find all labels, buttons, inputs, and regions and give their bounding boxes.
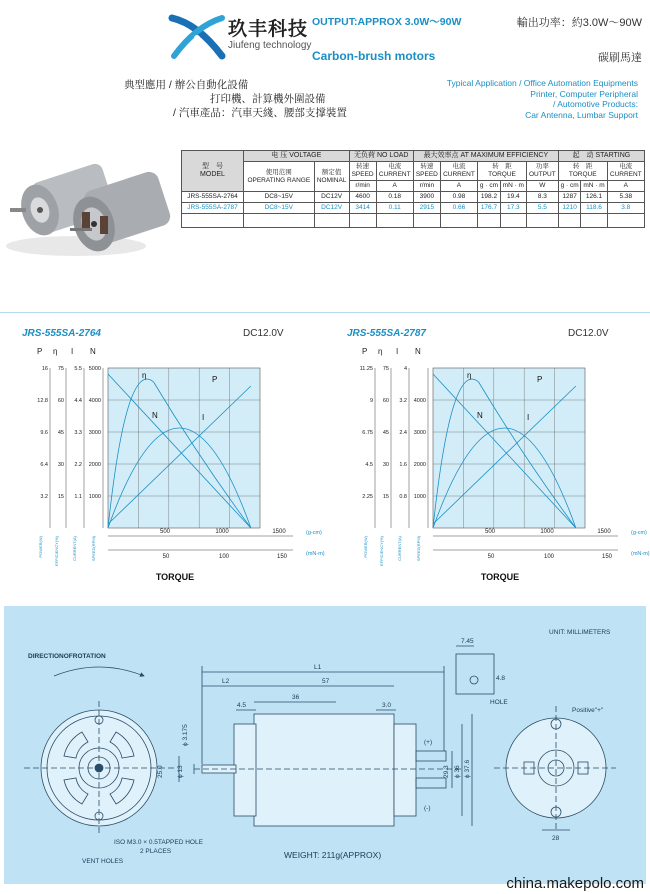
current-cn: 电流 [388, 163, 402, 170]
axis-head: N [415, 347, 421, 356]
axis-tick-label: 15 [57, 494, 64, 500]
plot-area [433, 368, 585, 528]
dim-29-3: 29.3 [443, 765, 450, 778]
axis-tick-label: 4 [403, 366, 407, 372]
current-en: CURRENT [609, 171, 642, 178]
axis-tick-label: 2000 [88, 462, 101, 468]
table-cell: 1287 [558, 192, 581, 203]
axis-tick-label: 1000 [88, 494, 101, 500]
dim-4-8: 4.8 [496, 675, 506, 682]
x-unit-mnm: (mN-m) [631, 551, 650, 557]
rotation-label: DIRECTIONOFROTATION [28, 653, 106, 660]
table-cell: 19.4 [500, 192, 526, 203]
output-en: OUTPUT [528, 171, 556, 178]
dim-4-5: 4.5 [237, 702, 247, 709]
axis-tick-label: 9.6 [40, 430, 48, 436]
axis-tick-label: 5000 [88, 366, 101, 372]
motor-photo [6, 150, 174, 265]
table-cell: 4600 [349, 192, 376, 203]
axis-title: CURRENT(A) [397, 536, 402, 561]
x-tick-gcm: 500 [159, 529, 171, 535]
table-row [182, 192, 645, 203]
axis-tick-label: 3000 [88, 430, 101, 436]
chart-model-title: JRS-555SA-2787 [347, 328, 426, 339]
unit-label: UNIT: MILLIMETERS [549, 629, 611, 636]
axis-tick-label: 30 [57, 462, 64, 468]
application-en-line: / Automotive Products: [552, 99, 638, 109]
x-unit-gcm: (g-cm) [631, 530, 647, 536]
dim-36: 36 [292, 694, 300, 701]
speed-cn: 转速 [420, 163, 434, 170]
x-axis-title: TORQUE [480, 572, 520, 582]
unit-mnm: mN · m [500, 181, 526, 192]
x-tick-mnm: 100 [218, 554, 230, 560]
axis-tick-label: 0.8 [399, 494, 407, 500]
dim-l2: L2 [222, 678, 230, 685]
op-range-en: OPERATING RANGE [247, 176, 311, 184]
axis-tick-label: 16 [41, 366, 48, 372]
axis-tick-label: 1.6 [399, 462, 407, 468]
iso-hole-label: ISO M3.0 × 0.5TAPPED HOLE [114, 839, 203, 846]
axis-head: N [90, 347, 96, 356]
axis-tick-label: 12.8 [37, 398, 48, 404]
table-cell: 118.6 [581, 203, 607, 214]
table-cell: DC12V [314, 192, 349, 203]
x-tick-mnm: 100 [543, 554, 555, 560]
dim-7-45: 7.45 [461, 638, 474, 645]
x-unit-mnm: (mN-m) [306, 551, 325, 557]
axis-tick-label: 45 [382, 430, 389, 436]
axis-tick-label: 75 [382, 366, 389, 372]
dim-37-6: ϕ 37.6 [464, 759, 471, 778]
table-cell: 1210 [558, 203, 581, 214]
x-tick-gcm: 500 [484, 529, 496, 535]
table-cell: 0.11 [376, 203, 413, 214]
x-tick-gcm: 1000 [215, 529, 229, 535]
axis-title: POWER(W) [38, 536, 43, 558]
unit-rmin: r/min [349, 181, 376, 192]
dim-28: 28 [552, 835, 560, 842]
table-cell: 0.66 [440, 203, 477, 214]
speed-en: SPEED [415, 171, 438, 178]
application-cn-line: 典型應用 / 辦公自動化設備 [124, 79, 249, 91]
table-cell: DC12V [314, 203, 349, 214]
axis-tick-label: 1000 [413, 494, 426, 500]
dim-25: 25.0 [157, 765, 164, 778]
plot-area [108, 368, 260, 528]
chart-voltage: DC12.0V [243, 328, 284, 339]
curve-label: N [152, 411, 158, 420]
model-head-cn: 型 号 [202, 163, 223, 170]
axis-head: P [362, 347, 368, 356]
x-tick-mnm: 150 [601, 554, 613, 560]
current-en: CURRENT [378, 171, 411, 178]
unit-a: A [440, 181, 477, 192]
torque-cn: 转 距 [492, 163, 512, 170]
axis-tick-label: 4000 [88, 398, 101, 404]
axis-tick-label: 15 [382, 494, 389, 500]
table-cell: 0.18 [376, 192, 413, 203]
axis-tick-label: 1.1 [74, 494, 82, 500]
dimension-drawing [4, 606, 646, 884]
axis-title: EFFICIENCY(%) [54, 536, 59, 566]
table-cell: 2915 [413, 203, 440, 214]
model-head-en: MODEL [200, 171, 225, 178]
noload-head: 无负荷 NO LOAD [349, 151, 413, 162]
table-cell: 176.7 [478, 203, 501, 214]
table-cell: 3414 [349, 203, 376, 214]
unit-gcm: g · cm [478, 181, 501, 192]
table-cell: 3.8 [607, 203, 644, 214]
x-tick-gcm: 1000 [540, 529, 554, 535]
axis-tick-label: 45 [57, 430, 64, 436]
axis-tick-label: 2.4 [399, 430, 407, 436]
dim-3-0: 3.0 [382, 702, 392, 709]
dim-3-175: ϕ 3.175 [182, 724, 189, 746]
axis-tick-label: 4.5 [365, 462, 373, 468]
torque-en: TORQUE [488, 171, 516, 178]
table-row-empty [182, 214, 645, 228]
axis-title: EFFICIENCY(%) [379, 536, 384, 566]
motor-type-cn: 碳刷馬達 [598, 52, 642, 64]
axis-head: I [71, 347, 74, 356]
axis-tick-label: 11.25 [359, 366, 373, 372]
nominal-cn: 额定值 [321, 168, 342, 176]
x-unit-gcm: (g-cm) [306, 530, 322, 536]
table-cell: 126.1 [581, 192, 607, 203]
positive-label: Positive"+" [572, 707, 604, 714]
curve-label: N [477, 411, 483, 420]
axis-tick-label: 3.3 [74, 430, 82, 436]
speed-en: SPEED [351, 171, 374, 178]
chart-voltage: DC12.0V [568, 328, 609, 339]
table-row [182, 203, 645, 214]
minus-terminal: (-) [424, 805, 431, 812]
application-en-line: Car Antenna, Lumbar Support [525, 109, 638, 120]
current-cn: 电流 [619, 163, 633, 170]
application-en [447, 78, 638, 120]
output-range-cn: 輸出功率：約3.0W～90W [516, 17, 642, 29]
motor-type-en: Carbon-brush motors [312, 49, 436, 63]
axis-title: POWER(W) [363, 536, 368, 558]
maxeff-head: 最大效率点 AT MAXIMUM EFFICIENCY [413, 151, 558, 162]
curve-label: η [467, 371, 472, 380]
application-en-line: Printer, Computer Peripheral [530, 88, 638, 99]
table-cell: 3900 [413, 192, 440, 203]
table-cell: DC8~15V [244, 203, 315, 214]
torque-cn: 转 距 [572, 163, 593, 170]
table-cell: 17.3 [500, 203, 526, 214]
axis-tick-label: 3000 [413, 430, 426, 436]
table-cell: 5.5 [526, 203, 558, 214]
brand-name-cn: 玖丰科技 [228, 19, 309, 40]
unit-w: W [526, 181, 558, 192]
axis-tick-label: 30 [382, 462, 389, 468]
table-cell: 0.98 [440, 192, 477, 203]
axis-tick-label: 3.2 [399, 398, 407, 404]
unit-rmin: r/min [413, 181, 440, 192]
application-cn-line: 打印機、計算機外圍設備 [210, 93, 326, 105]
curve-label: η [142, 371, 147, 380]
nominal-en: NOMINAL [316, 176, 347, 184]
performance-chart-2787 [325, 318, 650, 588]
table-cell: 198.2 [478, 192, 501, 203]
application-cn-line: / 汽車產品：汽車天綫、腰部支撑裝置 [173, 107, 347, 119]
axis-head: I [396, 347, 399, 356]
drawing-svg [4, 606, 646, 884]
spec-table [181, 150, 645, 228]
chart-model-title: JRS-555SA-2764 [22, 328, 101, 339]
axis-tick-label: 6.4 [40, 462, 48, 468]
table-cell: 5.38 [607, 192, 644, 203]
x-tick-mnm: 150 [276, 554, 288, 560]
torque-en: TORQUE [568, 171, 597, 178]
weight-label: WEIGHT: 211g(APPROX) [284, 850, 382, 860]
curve-label: P [537, 375, 543, 384]
x-tick-mnm: 50 [487, 554, 495, 560]
unit-a: A [607, 181, 644, 192]
current-cn: 电流 [452, 163, 466, 170]
application-cn [124, 78, 347, 120]
axis-tick-label: 75 [57, 366, 64, 372]
x-tick-mnm: 50 [162, 554, 170, 560]
x-axis-title: TORQUE [155, 572, 195, 582]
axis-tick-label: 5.5 [74, 366, 82, 372]
starting-head: 起 动 STARTING [558, 151, 644, 162]
output-cn: 功率 [535, 163, 549, 170]
table-cell: JRS-555SA-2787 [182, 203, 244, 214]
plus-terminal: (+) [424, 739, 433, 746]
table-cell: DC8~15V [244, 192, 315, 203]
performance-chart-2764 [0, 318, 325, 588]
vent-holes-label: VENT HOLES [82, 858, 124, 865]
logo-mark [168, 14, 226, 60]
dim-13: ϕ 13 [177, 765, 184, 778]
section-divider [0, 312, 650, 313]
unit-gcm: g · cm [558, 181, 581, 192]
dim-57: 57 [322, 678, 330, 685]
op-range-cn: 使用范围 [265, 168, 292, 176]
axis-title: CURRENT(A) [72, 536, 77, 561]
dim-36-dia: ϕ 36 [454, 765, 461, 778]
axis-head: η [53, 347, 58, 356]
curve-label: I [202, 413, 205, 422]
places-label: 2 PLACES [140, 848, 172, 855]
x-tick-gcm: 1500 [272, 529, 286, 535]
speed-cn: 转速 [356, 163, 370, 170]
axis-tick-label: 60 [57, 398, 64, 404]
output-range-en: OUTPUT:APPROX 3.0W～90W [312, 16, 462, 28]
voltage-head: 电 压 VOLTAGE [244, 151, 350, 162]
table-cell: 8.3 [526, 192, 558, 203]
axis-tick-label: 2000 [413, 462, 426, 468]
axis-head: η [378, 347, 383, 356]
axis-tick-label: 2.2 [74, 462, 82, 468]
x-tick-gcm: 1500 [597, 529, 611, 535]
curve-label: I [527, 413, 530, 422]
unit-mnm: mN · m [581, 181, 607, 192]
hole-label: HOLE [490, 699, 508, 706]
application-en-line: Typical Application / Office Automation Equipments [446, 78, 638, 88]
brand-name-en: Jiufeng technology [228, 40, 312, 51]
axis-tick-label: 6.75 [362, 430, 373, 436]
axis-tick-label: 2.25 [362, 494, 373, 500]
axis-head: P [37, 347, 43, 356]
axis-tick-label: 3.2 [40, 494, 48, 500]
table-cell: JRS-555SA-2764 [182, 192, 244, 203]
axis-title: SPEED(RPM) [416, 536, 421, 562]
axis-tick-label: 4.4 [74, 398, 82, 404]
watermark: china.makepolo.com [506, 875, 644, 892]
axis-tick-label: 4000 [413, 398, 426, 404]
axis-tick-label: 60 [382, 398, 389, 404]
current-en: CURRENT [443, 171, 475, 178]
axis-tick-label: 9 [369, 398, 373, 404]
curve-label: P [212, 375, 218, 384]
unit-a: A [376, 181, 413, 192]
dim-l1: L1 [314, 664, 322, 671]
axis-title: SPEED(RPM) [91, 536, 96, 562]
